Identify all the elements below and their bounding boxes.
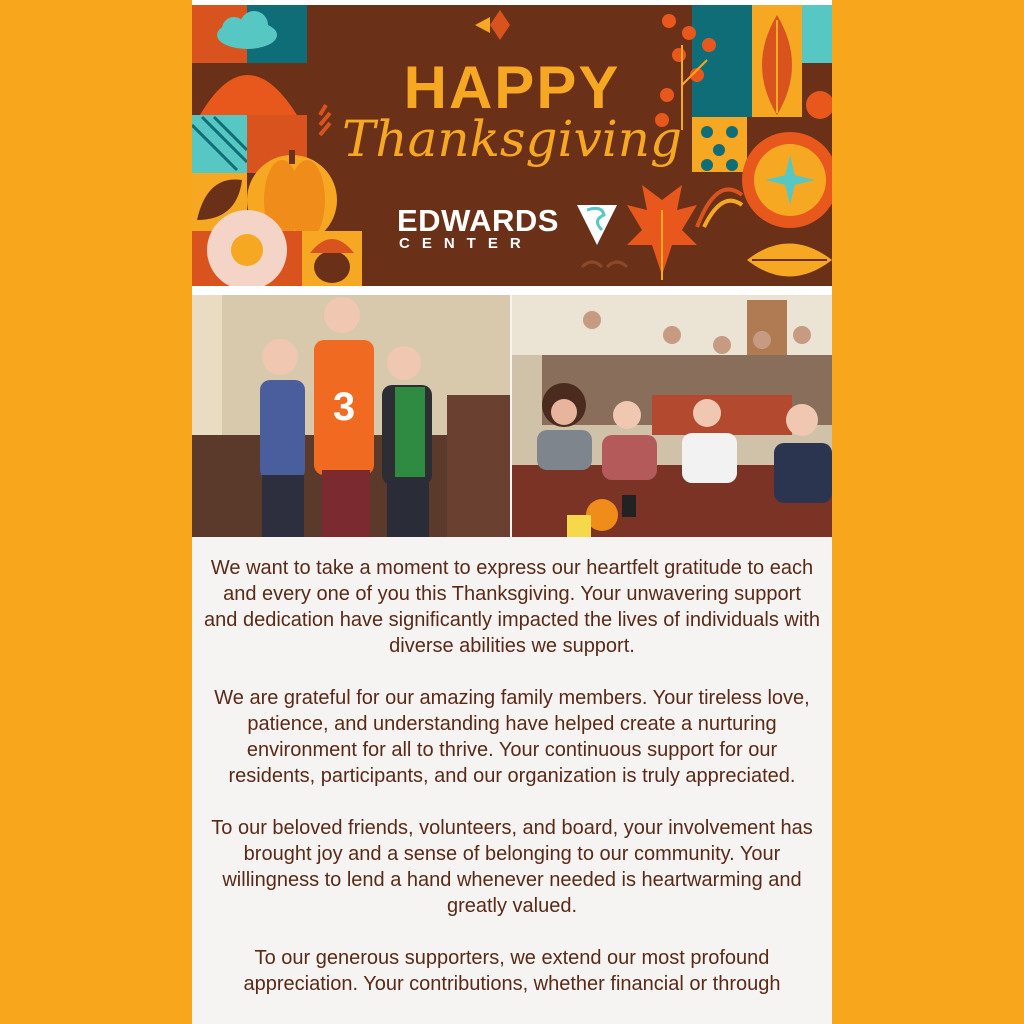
paragraph-family: We are grateful for our amazing family members. Your tireless love, patience, and understanding have helped create a nurturing environment for all to thrive. Your continuous support for our residents, participants, and our organization is truly appreciated. [214, 687, 810, 787]
paragraph-supporters: To our generous supporters, we extend our most profound appreciation. Your contributions, whether financial or through [243, 947, 781, 995]
thanksgiving-banner [192, 5, 832, 286]
svg-text:3: 3 [332, 385, 356, 429]
group-of-three-men-photo [192, 295, 510, 537]
happy-heading: HAPPY [403, 54, 621, 121]
paragraph-friends: To our beloved friends, volunteers, and board, your involvement has brought joy and a sense of belonging to our community. Your willingness to lend a hand whenever needed is heartwarming and greatly valued. [211, 817, 813, 917]
email-card [192, 0, 832, 1024]
paragraph-gratitude: We want to take a moment to express our heartfelt gratitude to each and every one of you this Thanksgiving. Your unwavering support and dedication have significantly impacted the lives of individuals with diverse abilities we support. [204, 557, 820, 657]
thanksgiving-heading: Thanksgiving [342, 110, 682, 168]
edwards-logo-text: EDWARDS [397, 203, 559, 238]
message-body [192, 537, 832, 997]
divider [192, 286, 832, 295]
center-logo-text: CENTER [399, 235, 533, 252]
thanksgiving-dinner-photo [512, 295, 832, 537]
photo-row [192, 295, 832, 537]
